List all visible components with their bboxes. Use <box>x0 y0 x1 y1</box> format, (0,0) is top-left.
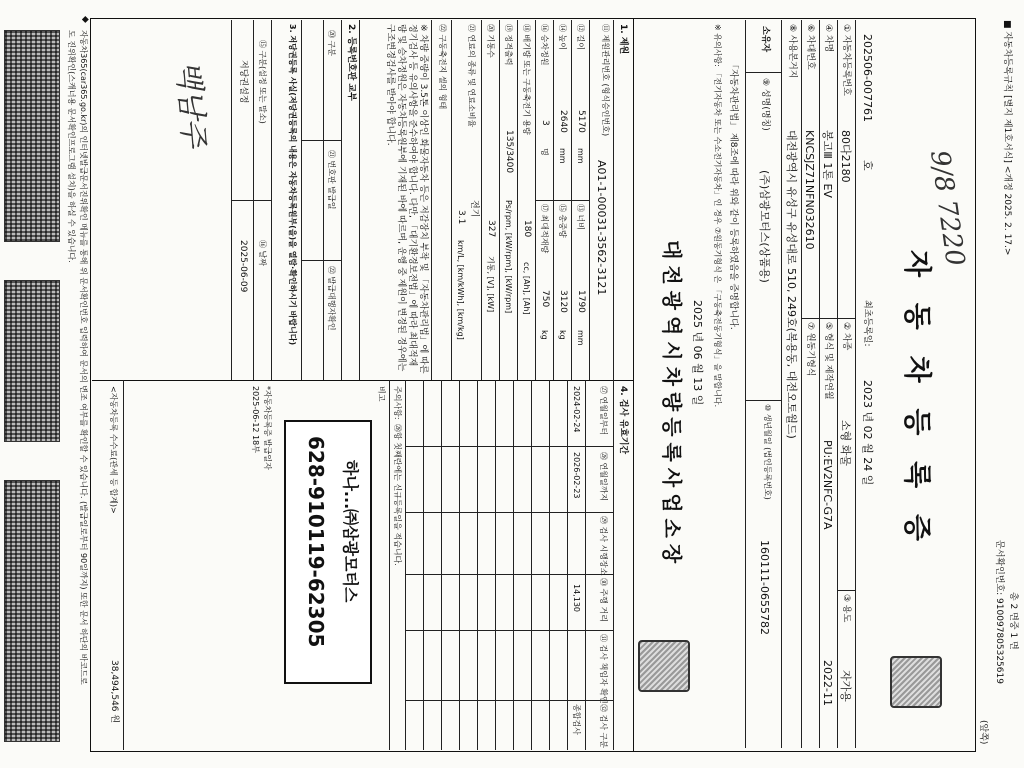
issuing-office: 대전광역시차량등록사업소장 <box>660 240 684 570</box>
owner-id-label: ⑩ 생년월일 (법인등록번호) <box>763 404 772 500</box>
plate-issuer-label: ㉒ 발급대행자확인 <box>327 266 336 331</box>
page-info: 총 2 면중 1 면 <box>1008 592 1018 650</box>
inspection-note: ㉘항 첫째란에는 신규등록일을 적습니다. <box>393 424 402 566</box>
first-reg-date: 2023 년 02 월 24 일 <box>861 380 874 486</box>
name-label: ④ 차명 <box>823 24 833 53</box>
vin-label: ⑥ 차대번호 <box>805 24 815 70</box>
inspection-kind: 종합검사 <box>572 704 581 735</box>
barcode-middle <box>4 280 60 442</box>
section3-header: 3. 저당권등록 사실(저당권등록의 내용은 자동차등록원부(을)을 열람·확인하시기 바랍니다) <box>288 24 297 346</box>
inspection-to: 2026-02-23 <box>572 452 581 499</box>
length-value: 5170 <box>576 110 586 133</box>
barcode-right <box>4 480 60 742</box>
document-confirm-number: 문서확인번호: 910097805325619 <box>994 540 1004 684</box>
maxload-value: 750 <box>540 290 550 308</box>
reissue-date: 2025-06-12 18부 <box>251 386 260 453</box>
handwritten-sign: 백남주 <box>170 59 211 149</box>
owner-id: 160111-0655782 <box>758 540 771 635</box>
spec-no-label: ⑪ 제원관리번호 (형식승인번호) <box>601 24 610 137</box>
vin: KNCSJZ71NFN032610 <box>803 130 816 250</box>
registration-number: 202506-007761 <box>861 34 874 122</box>
handwritten-note: 9/8 7220 <box>924 148 970 268</box>
vehicle-type: 소형 화물 <box>839 420 852 467</box>
col-sign: ㉛ 검사 책임자 확인 <box>599 634 608 704</box>
footer-line-1: 자동차365(car365.go.kr)의 인터넷발급문서진위확인 메뉴를 통해 위 문서확인번호 입력하여 문서의 변조 여부를 확인할 수 있습니다. (발급일로부터 90일까지) 또한 문서 하단의 바코드로 <box>79 30 88 685</box>
stamp-company: 하나...㈜삼광모터스 <box>341 460 360 603</box>
col-from: ㉗ 연월일부터 <box>599 386 608 436</box>
footer-line-2: 도 진위확인(스캐너용 문서확인프로그램 설치)을 하실 수 있습니다. <box>67 30 76 263</box>
vehicle-name: 봉고Ⅲ 1톤 EV <box>821 130 834 198</box>
section2-header: 2. 등록번호판 교부 <box>346 24 356 101</box>
inspection-km: 14,130 <box>572 584 581 612</box>
statement: 「자동차관리법」 제8조에 따라 위와 같이 등록하였음을 증명합니다. <box>728 60 738 330</box>
vehicle-model: PU:EV2NFC-G7A <box>821 440 834 530</box>
fee-amount: 38,494,546 원 <box>109 660 119 724</box>
power-value: 135/3400 <box>504 130 514 174</box>
model-date: 2022-11 <box>821 660 834 706</box>
height-value: 2640 <box>558 110 568 133</box>
document-title: 자 동 차 등 록 증 <box>901 250 934 550</box>
vehicle-use: 자가용 <box>839 670 852 702</box>
owner-name-label: ⑨ 성명(명칭) <box>760 78 770 131</box>
seats-label: ⑯ 승차정원 <box>540 24 549 66</box>
issue-date: 2025 년 06 월 13 일 <box>691 300 704 406</box>
use-label: ③ 용도 <box>841 594 851 623</box>
displacement-value: 180 <box>522 220 532 238</box>
section4-header: 4. 검사 유효기간 <box>618 386 628 455</box>
remark-label: 비고 <box>377 386 386 402</box>
width-value: 1790 <box>576 290 586 313</box>
maxload-label: ⑰ 최대적재량 <box>540 204 549 254</box>
first-reg-label: 최초등록일: <box>862 300 872 347</box>
inspection-note-label: 주의사항: <box>393 386 402 420</box>
plate-number: 80다2180 <box>839 130 852 183</box>
length-label: ⑫ 길이 <box>576 24 585 50</box>
plate-issue-kind-label: ⑳ 구분 <box>327 30 336 56</box>
weight-value: 3120 <box>558 290 568 313</box>
type-label: ② 차종 <box>841 322 851 351</box>
displacement-label: ⑱ 배기량 또는 구동축전기 용량 <box>522 24 531 135</box>
owner-label: 소유자 <box>760 26 770 53</box>
motor-label: ⑦ 원동기형식 <box>805 322 815 377</box>
col-place: ㉙ 검사 시행장소 <box>599 516 608 576</box>
footer-bullet: ◆ <box>80 16 90 23</box>
office-seal <box>890 656 942 708</box>
fee-label: <자동차등록 수수료(관세 등 합계)> <box>109 386 118 514</box>
barcode-left <box>4 30 60 242</box>
mortgage-date-label: ⑯ 날짜 <box>258 240 267 266</box>
registration-document: ■ 자동차등록규칙 [별지 제1호서식] <개정 2025. 2. 17.> 총 2 면중 1 면 문서확인번호: 910097805325619 (앞쪽) 9/8 7220 자 동 차 등 록 증 202506-007761 호 최초등록일: 2023 년 02 월 24 일 ① 자동차등록번호 80다2180 ② 차종 소형 화물 ③ 용도 자가용 ④ 차명 봉고Ⅲ 1톤 EV ⑤ 형식 및 제작연월 PU:EV2NFC-G7A 2022-11 ⑥ 차대번호 KNCSJZ71NFN032610 ⑦ 원동기형식 ⑧ 사용본거지 대전광역시 유성구 유성대로 510, 249호(복용동, 대전오토월드) 소유자 ⑨ 성명(명칭) (주)삼광모터스(상품용) ⑩ 생년월일 (법인등록번호) 160111-0655782 「자동차관리법」 제8조에 따라 위와 같이 등록하였음을 증명합니다. ※ 유의사항: 「전기자동차 또는 수소전기자동차」인 경우 ⑦원동기형식 은 「구동축전동기형식」을 말합니다. 2025 년 06 월 13 일 대전광역시차량등록사업소장 1. 제원 ⑪ 제원관리번호 (형식승인번호) A01-1-00031-3562-3121 ⑫ 길이 5170 mm ⑬ 너비 1790 mm ⑭ 높이 2640 mm ⑮ 총중량 3120 kg ⑯ 승차정원 3 명 ⑰ 최대적재량 750 kg ⑱ 배기량 또는 구동축전기 용량 180 cc, [Ah], [Ah] ⑲ 정격출력 135/3400 Ps/rpm, [kW/rpm], [kW/rpm] ⑳ 기통수 327 기통, [V], [kW] ㉑ 연료의 종류 및 연료소비율 전기 3.1 km/L, [km/kWh], [km/kg] ㉒ 구동축전지 셀의 형태 ※ 차량 중량이 3.5톤 이상인 화물자동차 등은 저감장치 부착 및 「자동차관리법」에 따른 정기검사 등 유의사항을 준수하여야 합니다. 다만, 「대기환경보전법」에 따라 최대적재량 및 승차정원은 자동차등록원부에 기재된 바에 따르며, 운행 중 제원이 변경된 경우에는 구조변경검사를 받아야 합니다. 2. 등록번호판 교부 ⑳ 구분 ㉑ 번호판 발급일 ㉒ 발급대행자확인 3. 저당권등록 사실(저당권등록의 내용은 자동차등록원부(을)을 열람·확인하시기 바랍니다) ⑮ 구분(설정 또는 말소) ⑯ 날짜 저당권설정 2025-06-09 백남주 4. 검사 유효기간 ㉗ 연월일부터 ㉘ 연월일까지 ㉙ 검사 시행장소 ㉚ 주행 거리 ㉛ 검사 책임자 확인 ㉜ 검사 구분 2024-02-24 2026-02-23 14,130 종합검사 주의사항: ㉘항 첫째란에는 신규등록일을 적습니다. 비고 하나...㈜삼광모터스 628-910119-62305 *자동차등록증 발급일자 2025-06-12 18부 <자동차등록 수수료(관세 등 합계)> 38,494,546 원 ◆ 자동차365(car365.go.kr)의 인터넷발급문서진위확인 메뉴를 통해 위 문서확인번호 입력하여 문서의 변조 여부를 확인할 수 있습니다. (발급일로부터 90일까지) 또한 문서 하단의 바코드로 도 진위확인(스캐너용 문서확인프로그램 설치)을 하실 수 있습니다. <box>0 0 1024 768</box>
document-frame <box>90 18 976 752</box>
garage-address: 대전광역시 유성구 유성대로 510, 249호(복용동, 대전오토월드) <box>785 130 798 439</box>
section1-header: 1. 제원 <box>618 24 628 55</box>
cylinder-label: ⑳ 기통수 <box>486 24 495 58</box>
model-label: ⑤ 형식 및 제작연월 <box>823 322 833 400</box>
garage-label: ⑧ 사용본거지 <box>787 24 797 79</box>
spec-no: A01-1-00031-3562-3121 <box>595 160 608 296</box>
owner-name: (주)삼광모터스(상품용) <box>758 170 771 283</box>
note: ※ 유의사항: 「전기자동차 또는 수소전기자동차」인 경우 ⑦원동기형식 은 「구동축전동기형식」을 말합니다. <box>713 24 722 408</box>
seats-value: 3 <box>540 120 550 126</box>
plate-label: ① 자동차등록번호 <box>841 24 851 96</box>
width-label: ⑬ 너비 <box>576 204 585 230</box>
motor-type-label: ㉒ 구동축전지 셀의 형태 <box>438 24 447 110</box>
reissue-label: *자동차등록증 발급일자 <box>263 386 272 470</box>
power-label: ⑲ 정격출력 <box>504 24 513 66</box>
cylinder-value: 327 <box>486 220 496 238</box>
mortgage-kind-label: ⑮ 구분(설정 또는 말소) <box>258 40 267 124</box>
office-stamp <box>638 640 690 692</box>
inspection-from: 2024-02-24 <box>572 386 581 433</box>
plate-issue-date-label: ㉑ 번호판 발급일 <box>327 150 336 210</box>
fuel-type: 전기 <box>469 200 479 218</box>
mortgage-kind-value: 저당권설정 <box>238 60 248 104</box>
col-km: ㉚ 주행 거리 <box>599 578 608 622</box>
height-label: ⑭ 높이 <box>558 24 567 50</box>
stamp-account: 628-910119-62305 <box>304 436 328 648</box>
section1-notes: ※ 차량 중량이 3.5톤 이상인 화물자동차 등은 저감장치 부착 및 「자동차관리법」에 따른 정기검사 등 유의사항을 준수하여야 합니다. 다만, 「대기환경보전법」에 따라 최대적재량 및 승차정원은 자동차등록원부에 기재된 바에 따르며, 운행 중 제원이 변경된 경우에는 구조변경검사를 받아야 합니다. <box>385 24 428 374</box>
registration-number-suffix: 호 <box>861 160 874 171</box>
fuel-label: ㉑ 연료의 종류 및 연료소비율 <box>467 24 476 128</box>
fuel-rate: 3.1 <box>456 210 466 225</box>
col-kind: ㉜ 검사 구분 <box>599 704 608 748</box>
col-to: ㉘ 연월일까지 <box>599 452 608 502</box>
mortgage-date-value: 2025-06-09 <box>238 240 248 293</box>
form-reference: ■ 자동차등록규칙 [별지 제1호서식] <개정 2025. 2. 17.> <box>1002 20 1012 256</box>
front-mark: (앞쪽) <box>978 720 988 745</box>
weight-label: ⑮ 총중량 <box>558 204 567 238</box>
